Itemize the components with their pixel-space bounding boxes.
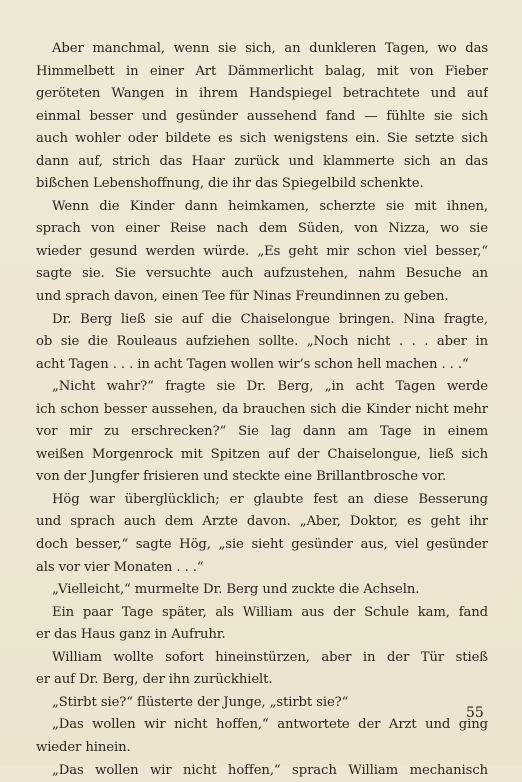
text-line: „Das wollen wir nicht hoffen,“ sprach William mechanisch <box>36 760 488 782</box>
text-line: wieder hinein. <box>36 737 488 760</box>
body-text <box>36 38 488 782</box>
text-line: Himmelbett in einer Art Dämmerlicht balag, mit von Fieber <box>36 61 488 84</box>
text-line: einmal besser und gesünder aussehend fand — fühlte sie sich <box>36 106 488 129</box>
text-line: acht Tagen . . . in acht Tagen wollen wir’s schon hell machen . . .“ <box>36 354 488 377</box>
text-line: von der Jungfer frisieren und steckte eine Brillantbrosche vor. <box>36 466 488 489</box>
text-line: er das Haus ganz in Aufruhr. <box>36 624 488 647</box>
text-line: „Stirbt sie?“ flüsterte der Junge, „stirbt sie?“ <box>36 692 488 715</box>
text-line: „Vielleicht,“ murmelte Dr. Berg und zuckte die Achseln. <box>36 579 488 602</box>
text-line: er auf Dr. Berg, der ihn zurückhielt. <box>36 669 488 692</box>
text-line: Dr. Berg ließ sie auf die Chaiselongue bringen. Nina fragte, <box>36 309 488 332</box>
text-line: sprach von einer Reise nach dem Süden, von Nizza, wo sie <box>36 218 488 241</box>
page-number: 55 <box>466 704 484 722</box>
text-line: ob sie die Rouleaus aufziehen sollte. „Noch nicht . . . aber in <box>36 331 488 354</box>
text-line: vor mir zu erschrecken?“ Sie lag dann am Tage in einem <box>36 421 488 444</box>
text-line: und sprach auch dem Arzte davon. „Aber, Doktor, es geht ihr <box>36 511 488 534</box>
text-line: Hög war überglücklich; er glaubte fest an diese Besserung <box>36 489 488 512</box>
text-line: weißen Morgenrock mit Spitzen auf der Chaiselongue, ließ sich <box>36 444 488 467</box>
text-line: Wenn die Kinder dann heimkamen, scherzte sie mit ihnen, <box>36 196 488 219</box>
text-line: dann auf, strich das Haar zurück und klammerte sich an das <box>36 151 488 174</box>
text-line: wieder gesund werden würde. „Es geht mir schon viel besser,“ <box>36 241 488 264</box>
text-line: doch besser,“ sagte Hög, „sie sieht gesünder aus, viel gesünder <box>36 534 488 557</box>
text-line: und sprach davon, einen Tee für Ninas Freundinnen zu geben. <box>36 286 488 309</box>
text-line: Ein paar Tage später, als William aus der Schule kam, fand <box>36 602 488 625</box>
text-line: bißchen Lebenshoffnung, die ihr das Spiegelbild schenkte. <box>36 173 488 196</box>
text-line: „Nicht wahr?“ fragte sie Dr. Berg, „in acht Tagen werde <box>36 376 488 399</box>
text-line: „Das wollen wir nicht hoffen,“ antwortete der Arzt und ging <box>36 714 488 737</box>
text-line: William wollte sofort hineinstürzen, aber in der Tür stieß <box>36 647 488 670</box>
text-line: geröteten Wangen in ihrem Handspiegel betrachtete und auf <box>36 83 488 106</box>
text-line: sagte sie. Sie versuchte auch aufzustehen, nahm Besuche an <box>36 263 488 286</box>
text-line: als vor vier Monaten . . .“ <box>36 557 488 580</box>
text-line: auch wohler oder bildete es sich wenigstens ein. Sie setzte sich <box>36 128 488 151</box>
text-line: Aber manchmal, wenn sie sich, an dunkleren Tagen, wo das <box>36 38 488 61</box>
text-line: ich schon besser aussehen, da brauchen sich die Kinder nicht mehr <box>36 399 488 422</box>
